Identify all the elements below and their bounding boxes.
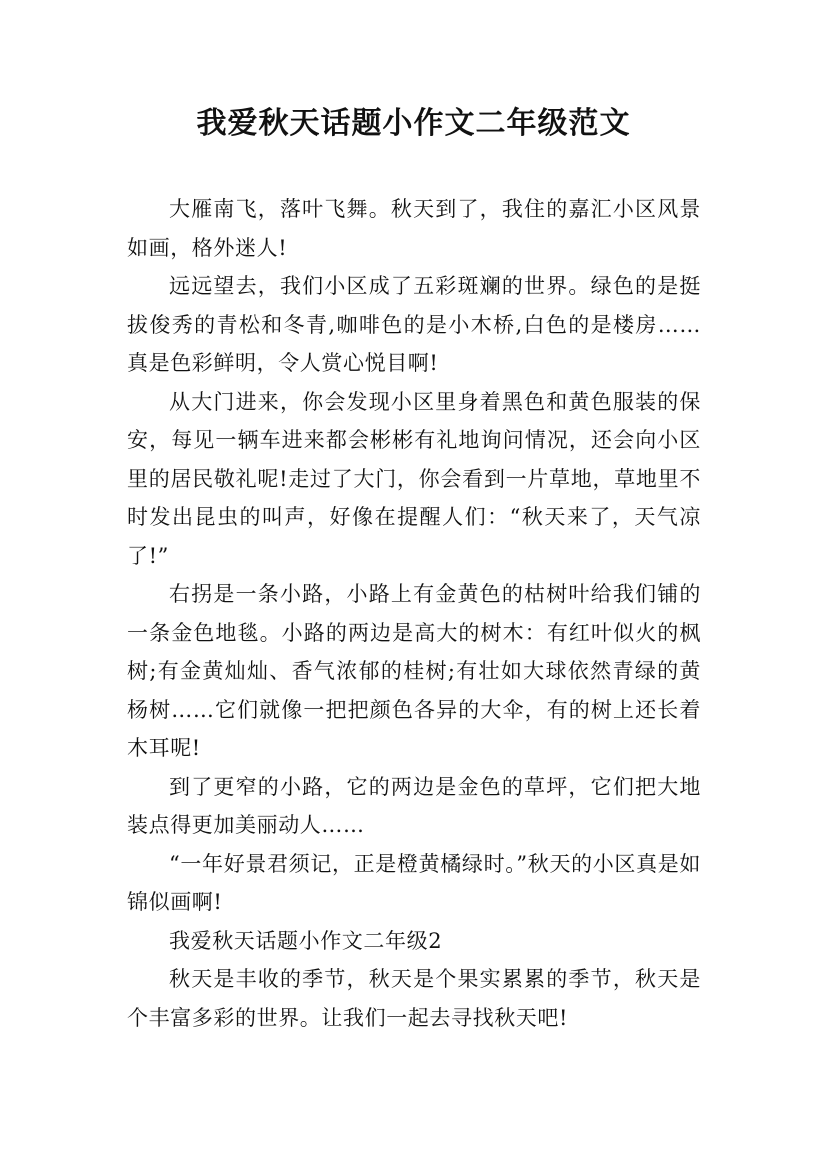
paragraph-1: 大雁南飞，落叶飞舞。秋天到了，我住的嘉汇小区风景如画，格外迷人! — [127, 197, 701, 260]
paragraph-6: “一年好景君须记，正是橙黄橘绿时。”秋天的小区真是如锦似画啊! — [127, 851, 701, 914]
paragraph-7: 秋天是丰收的季节，秋天是个果实累累的季节，秋天是个丰富多彩的世界。让我们一起去寻找秋天吧! — [127, 967, 701, 1030]
paragraph-5: 到了更窄的小路，它的两边是金色的草坪，它们把大地装点得更加美丽动人…… — [127, 774, 701, 837]
document-body — [127, 190, 701, 1037]
document-title: 我爱秋天话题小作文二年级范文 — [196, 106, 631, 141]
paragraph-4: 右拐是一条小路，小路上有金黄色的枯树叶给我们铺的一条金色地毯。小路的两边是高大的树木：有红叶似火的枫树;有金黄灿灿、香气浓郁的桂树;有壮如大球依然青绿的黄杨树……它们就像一把把颜色各异的大伞，有的树上还长着木耳呢! — [127, 582, 701, 760]
paragraph-2: 远远望去，我们小区成了五彩斑斓的世界。绿色的是挺拔俊秀的青松和冬青,咖啡色的是小木桥,白色的是楼房……真是色彩鲜明，令人赏心悦目啊! — [127, 274, 701, 375]
paragraph-3: 从大门进来，你会发现小区里身着黑色和黄色服装的保安，每见一辆车进来都会彬彬有礼地询问情况，还会向小区里的居民敬礼呢!走过了大门，你会看到一片草地，草地里不时发出昆虫的叫声，好像在提醒人们：“秋天来了，天气凉了!” — [127, 389, 701, 568]
section-heading-2: 我爱秋天话题小作文二年级2 — [169, 928, 443, 953]
